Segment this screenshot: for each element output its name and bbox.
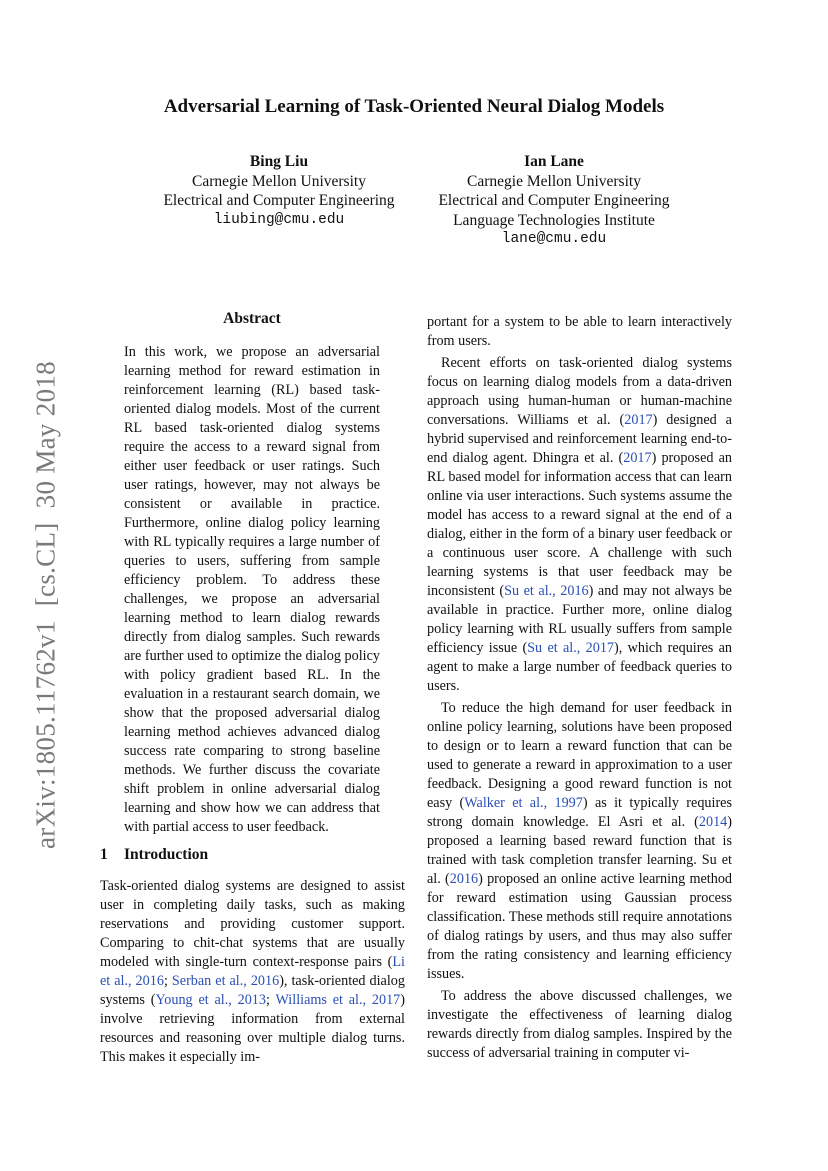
section-number: 1 xyxy=(100,846,108,863)
citation-link[interactable]: Su et al., 2016 xyxy=(504,583,589,599)
author-name: Ian Lane xyxy=(524,153,584,170)
intro-text: ) and may not always be available in practice. Further more, online dialog policy learning with RL usually suffers from sample efficiency issue ( xyxy=(427,583,732,656)
intro-text: To reduce the high demand for user feedback in online policy learning, solutions have been proposed to design or to learn a reward function that can be used to generate a reward in approximation to a user feedback. Designing a good reward function is not easy ( xyxy=(427,700,732,811)
abstract-text: In this work, we propose an adversarial learning method for reward estimation in reinforcement learning (RL) based task-oriented dialog models. Most of the current RL based task-oriented dialog systems require the access to a reward signal from either user feedback or user ratings. Such user ratings, however, may not always be consistent or available in practice. Furthermore, online dialog policy learning with RL typically requires a large number of queries to users, suffering from sample efficiency problem. To address these challenges, we propose an adversarial learning method to learn dialog rewards directly from dialog samples. Such rewards are further used to optimize the dialog policy with policy gradient based RL. In the evaluation in a restaurant search domain, we show that the proposed adversarial dialog learning method achieves advanced dialog success rate comparing to strong baseline methods. We further discuss the covariate shift problem in online adversarial dialog learning and show how we can address that with partial access to user feedback. xyxy=(124,344,380,835)
intro-paragraph-1-continued: portant for a system to be able to learn interactively from users. xyxy=(427,314,732,349)
citation-link[interactable]: 2017 xyxy=(624,412,653,428)
intro-paragraph-2 xyxy=(427,354,732,696)
right-column xyxy=(427,313,732,1063)
abstract-heading: Abstract xyxy=(223,310,281,327)
author-block-ian-lane xyxy=(425,152,683,250)
arxiv-stamp-text: arXiv:1805.11762v1 [cs.CL] 30 May 2018 xyxy=(30,361,61,849)
intro-paragraph-4: To address the above discussed challenges, we investigate the effectiveness of learning dialog rewards directly from dialog samples. Inspired by the success of adversarial training in computer vi- xyxy=(427,988,732,1061)
citation-link[interactable]: 2016 xyxy=(449,871,479,887)
intro-paragraph-3 xyxy=(427,699,732,984)
intro-text: ; xyxy=(266,992,276,1008)
author-block-bing-liu xyxy=(150,152,408,230)
citation-link[interactable]: Su et al., 2017 xyxy=(527,640,615,656)
citation-link[interactable]: Serban et al., 2016 xyxy=(171,973,280,989)
intro-text: ), task-oriented dialog systems ( xyxy=(100,973,405,1008)
intro-text: ), which requires an agent to make a large number of feedback queries to users. xyxy=(427,640,732,694)
citation-link[interactable]: Li et al., 2016 xyxy=(100,954,405,989)
intro-text: ) proposed an RL based model for information access that can learn online via user interactions. Such systems assume the model has access to a reward signal at the end of a dialog, either in the form of a binary user feedback or a continuous user score. A challenge with such learning systems is that user feedback may be inconsistent ( xyxy=(427,450,732,599)
intro-text: Task-oriented dialog systems are designed to assist user in completing daily tasks, such as making reservations and providing customer support. Comparing to chit-chat systems that are usually modeled with single-turn context-response pairs ( xyxy=(100,878,405,970)
author-email: lane@cmu.edu xyxy=(501,231,607,247)
citation-link[interactable]: 2014 xyxy=(698,814,728,830)
author-institute: Language Technologies Institute xyxy=(453,211,655,229)
author-name: Bing Liu xyxy=(249,153,309,170)
section-heading-introduction xyxy=(100,846,405,864)
intro-paragraph-1 xyxy=(100,877,405,1067)
author-department: Electrical and Computer Engineering xyxy=(163,192,395,209)
citation-link[interactable]: 2017 xyxy=(623,450,652,466)
citation-link[interactable]: Walker et al., 1997 xyxy=(464,795,583,811)
intro-text: ) as it typically requires strong domain knowledge. El Asri et al. ( xyxy=(427,795,733,830)
paper-title: Adversarial Learning of Task-Oriented Neural Dialog Models xyxy=(163,96,665,117)
section-title: Introduction xyxy=(124,846,209,863)
intro-text: ) proposed a learning based reward function that is trained with task completion transfer learning. Su et al. ( xyxy=(427,814,732,887)
author-email: liubing@cmu.edu xyxy=(213,211,345,228)
author-affiliation: Carnegie Mellon University xyxy=(467,172,641,190)
citation-link[interactable]: Williams et al., 2017 xyxy=(275,992,401,1008)
abstract-body xyxy=(124,343,380,837)
author-affiliation: Carnegie Mellon University xyxy=(192,172,366,190)
intro-text: ) proposed an online active learning method for reward estimation using Gaussian process classification. These methods still require annotations of dialog ratings by users, and thus may also suffer from the rating consistency and learning efficiency issues. xyxy=(427,871,733,982)
author-department: Electrical and Computer Engineering xyxy=(438,192,670,209)
intro-text: Recent efforts on task-oriented dialog systems focus on learning dialog models from a data-driven approach using human-human or human-machine conversations. Williams et al. ( xyxy=(427,355,732,428)
citation-link[interactable]: Young et al., 2013 xyxy=(155,992,266,1008)
intro-text: ) involve retrieving information from external resources and reasoning over multiple dialog turns. This makes it especially im- xyxy=(100,992,405,1065)
intro-text: ) designed a hybrid supervised and reinforcement learning end-to-end dialog agent. Dhingra et al. ( xyxy=(427,412,732,466)
intro-text: ; xyxy=(163,973,172,989)
